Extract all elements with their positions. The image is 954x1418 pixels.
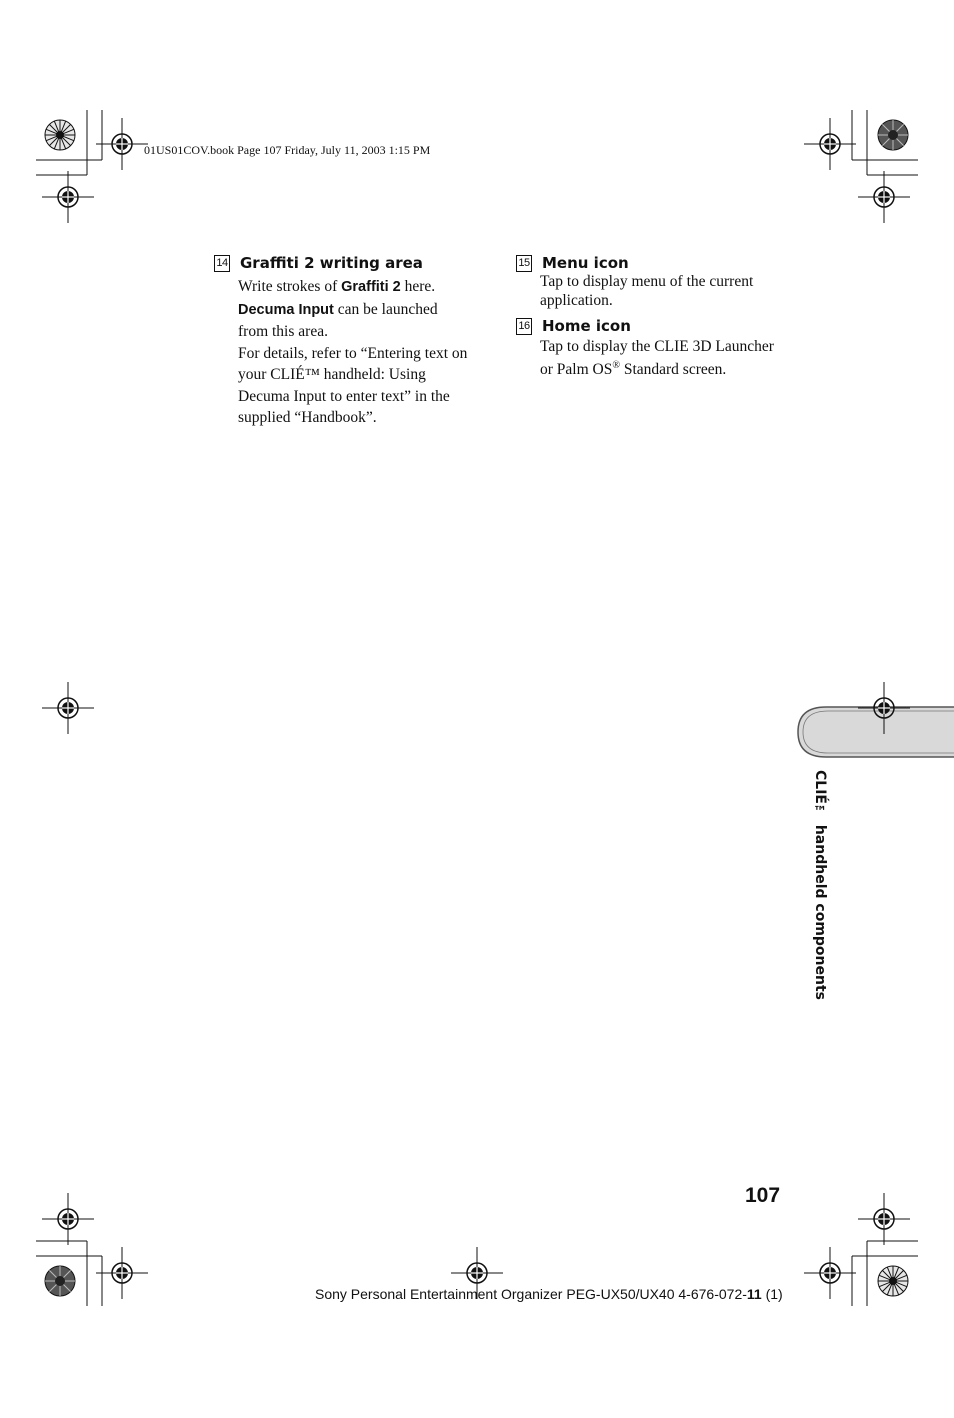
bold-term: Decuma Input xyxy=(238,301,334,318)
section-tab-label: CLIÉ™ handheld components xyxy=(812,770,828,1000)
item-title: Menu icon xyxy=(542,254,629,272)
item-title: Graffiti 2 writing area xyxy=(240,254,423,272)
item-graffiti-area xyxy=(214,254,494,429)
text-line: Tap to display menu of the current xyxy=(540,273,754,290)
item-number-badge: 16 xyxy=(516,318,532,335)
item-home-icon xyxy=(516,317,806,379)
item-menu-icon xyxy=(516,254,806,310)
item-title: Home icon xyxy=(542,317,631,335)
item-description xyxy=(238,276,494,429)
footer-info: Sony Personal Entertainment Organizer PEG-UX50/UX40 4-676-072-11 (1) xyxy=(315,1286,783,1302)
bold-term: Graffiti 2 xyxy=(341,279,401,295)
item-description xyxy=(540,337,806,379)
text-line: supplied “Handbook”. xyxy=(238,409,377,426)
text-line: Decuma Input to enter text” in the xyxy=(238,387,450,405)
text-line: Tap to display the CLIE 3D Launcher xyxy=(540,338,774,355)
registered-mark: ® xyxy=(612,360,620,371)
text-line: or Palm OS® Standard screen. xyxy=(540,360,727,379)
print-header-info: 01US01COV.book Page 107 Friday, July 11, 2003 1:15 PM xyxy=(144,143,431,157)
text-line: application. xyxy=(540,291,613,309)
text-line: Write strokes of Graffiti 2 here. xyxy=(238,278,436,295)
item-description xyxy=(540,273,806,310)
page-number: 107 xyxy=(745,1184,781,1207)
text-line: For details, refer to “Entering text on xyxy=(238,344,468,362)
item-number-badge: 15 xyxy=(516,255,532,272)
text-line: Decuma Input can be launched xyxy=(238,300,438,318)
item-number-badge: 14 xyxy=(214,255,230,272)
text-line: from this area. xyxy=(238,323,328,340)
text-line: your CLIÉ™ handheld: Using xyxy=(238,366,426,383)
